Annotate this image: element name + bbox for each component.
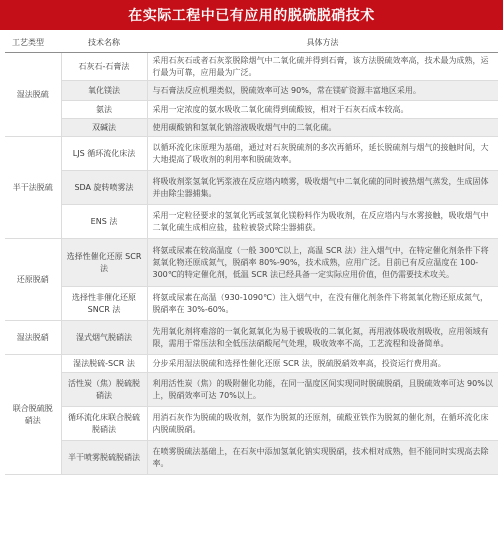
table-row <box>5 101 498 119</box>
method-cell: 与石膏法反应机理类似，脱硫效率可达 90%，常在镁矿资源丰富地区采用。 <box>147 81 498 101</box>
table-row <box>5 119 498 137</box>
tech-name-cell: SDA 旋转喷雾法 <box>61 171 147 205</box>
method-cell: 先用氧化剂将难溶的一氧化氮氧化为易于被吸收的二氧化氮，再用液体吸收剂吸收，应用领域有限，需用于常压法和全低压法硝酸尾气处理，吸收效率不高，工艺流程和设备简单。 <box>147 321 498 355</box>
table-row <box>5 287 498 321</box>
method-cell: 用消石灰作为脱硫的吸收剂，氨作为脱氮的还原剂，硫酸亚铁作为脱氮的催化剂，在循环流化床内脱硫脱硝。 <box>147 407 498 441</box>
method-cell: 使用碳酸钠和氢氧化钠溶液吸收烟气中的二氧化硫。 <box>147 119 498 137</box>
method-cell: 将氨或尿素在高温（930-1090℃）注入烟气中，在没有催化剂条件下将氮氧化物还原成氮气，脱硝率在 30%-60%。 <box>147 287 498 321</box>
tech-name-cell: 选择性非催化还原 SNCR 法 <box>61 287 147 321</box>
table-row <box>5 321 498 355</box>
tech-name-cell: 双碱法 <box>61 119 147 137</box>
tech-name-cell: 循环流化床联合脱硫脱硝法 <box>61 407 147 441</box>
process-type-cell: 联合脱硫脱硝法 <box>5 355 61 475</box>
method-cell: 以循环流化床原理为基础，通过对石灰脱硫剂的多次再循环，延长脱硫剂与烟气的接触时间，大大地提高了吸收剂的利用率和脱硫效率。 <box>147 137 498 171</box>
process-type-cell: 半干法脱硫 <box>5 137 61 239</box>
page-title: 在实际工程中已有应用的脱硫脱硝技术 <box>0 0 503 30</box>
table-row <box>5 53 498 81</box>
tech-name-cell: 氨法 <box>61 101 147 119</box>
header-tech: 技术名称 <box>61 33 147 53</box>
tech-name-cell: 湿式烟气脱硝法 <box>61 321 147 355</box>
process-type-cell: 还原脱硝 <box>5 239 61 321</box>
tech-name-cell: 半干喷雾脱硫脱硝法 <box>61 441 147 475</box>
table-row <box>5 205 498 239</box>
table-row <box>5 373 498 407</box>
method-cell: 采用石灰石或者石灰浆脱除烟气中二氧化硫并得到石膏，该方法脱硫效率高，技术最为成熟，运行最为可靠，应用最为广泛。 <box>147 53 498 81</box>
table-row <box>5 441 498 475</box>
table-header-row <box>5 33 498 53</box>
tech-name-cell: 活性炭（焦）脱硫脱硝法 <box>61 373 147 407</box>
process-type-cell: 湿法脱硫 <box>5 53 61 137</box>
table-row <box>5 239 498 287</box>
method-cell: 分步采用湿法脱硫和选择性催化还原 SCR 法，脱硫脱硝效率高，投资运行费用高。 <box>147 355 498 373</box>
method-cell: 利用活性炭（焦）的吸附催化功能，在同一温度区间实现同时脱硫脱硝，且脱硫效率可达 90%以上，脱硝效率可达 70%以上。 <box>147 373 498 407</box>
table-body <box>5 53 498 475</box>
tech-name-cell: LJS 循环流化床法 <box>61 137 147 171</box>
tech-name-cell: 氧化镁法 <box>61 81 147 101</box>
method-cell: 采用一定粒径要求的氢氧化钙或氢氧化镁粉料作为吸收剂，在反应塔内与水雾接触，吸收烟气中二氧化硫生成相应盐，盐粒被袋式除尘器捕获。 <box>147 205 498 239</box>
process-type-cell: 湿法脱硝 <box>5 321 61 355</box>
table-row <box>5 137 498 171</box>
method-cell: 将氨或尿素在较高温度（一般 300℃以上，高温 SCR 法）注入烟气中，在特定催化剂条件下将氮氧化物还原成氮气，脱硝率 80%-90%，技术成熟，应用广泛。目前已有反应温度在 100-300℃的特定催化剂，低温 SCR 法已经具备一定实际应用价值，但仍需要技术攻关。 <box>147 239 498 287</box>
method-cell: 在喷雾脱硫法基础上，在石灰中添加氢氧化钠实现脱硝，技术相对成熟，但不能同时实现高去除率。 <box>147 441 498 475</box>
tech-name-cell: 湿法脱硫-SCR 法 <box>61 355 147 373</box>
header-type: 工艺类型 <box>5 33 61 53</box>
table-row <box>5 171 498 205</box>
table-row <box>5 355 498 373</box>
method-cell: 将吸收剂浆氢氧化钙浆液在反应塔内喷雾，吸收烟气中二氧化硫的同时被热烟气蒸发，生成固体并由除尘器捕集。 <box>147 171 498 205</box>
tech-name-cell: 石灰石-石膏法 <box>61 53 147 81</box>
method-cell: 采用一定浓度的氨水吸收二氧化硫得到硫酸铵，相对于石灰石成本较高。 <box>147 101 498 119</box>
tech-name-cell: ENS 法 <box>61 205 147 239</box>
table-row <box>5 81 498 101</box>
header-desc: 具体方法 <box>147 33 498 53</box>
tech-table <box>5 33 498 475</box>
tech-name-cell: 选择性催化还原 SCR 法 <box>61 239 147 287</box>
table-row <box>5 407 498 441</box>
